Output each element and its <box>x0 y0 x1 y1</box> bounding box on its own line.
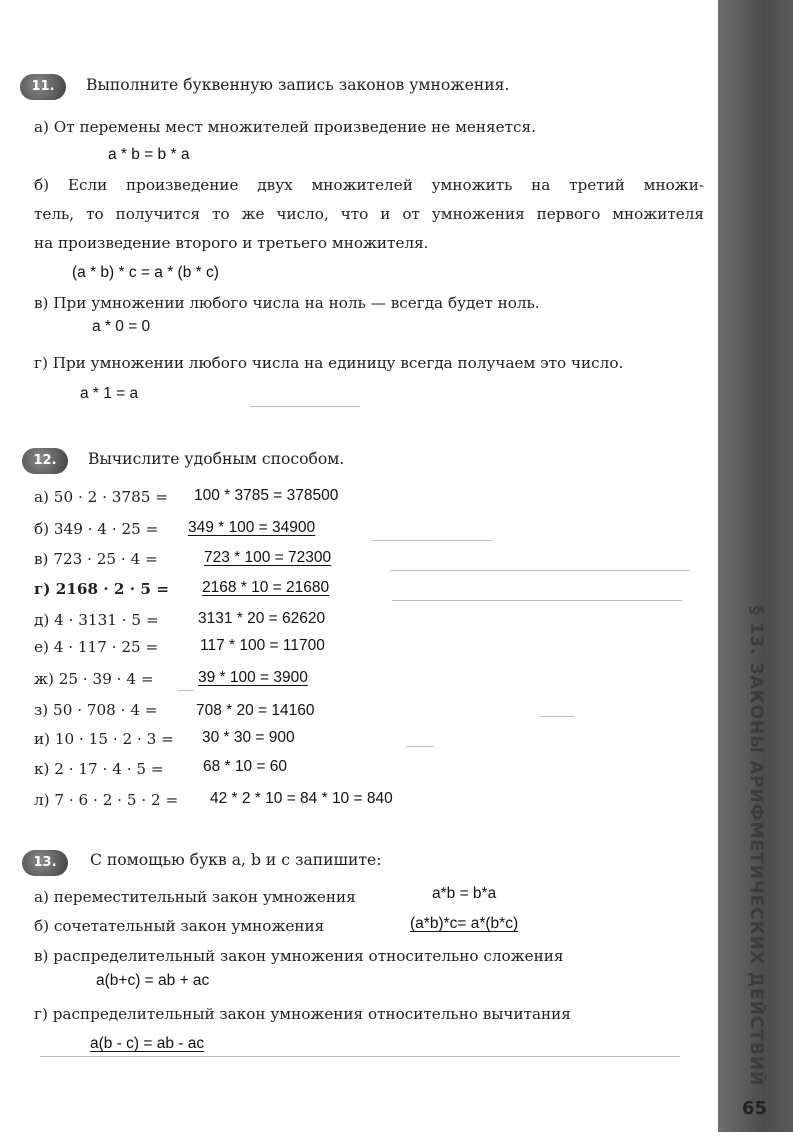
task-12-answer-d: 3131 * 20 = 62620 <box>198 610 326 627</box>
task-12-answer-e: 117 * 100 = 11700 <box>200 637 325 654</box>
answer-line <box>390 570 690 571</box>
task-13-b-answer: (a*b)*c= a*(b*c) <box>410 915 519 932</box>
task-11-b-line2: тель, то получится то же число, что и от умножения первого множителя <box>34 205 704 223</box>
task-12-badge: 12. <box>22 448 68 474</box>
task-12-answer-zh: 39 * 100 = 3900 <box>198 669 308 686</box>
task-13-badge: 13. <box>22 850 68 876</box>
task-11-v-answer: a * 0 = 0 <box>92 318 151 335</box>
bookmark-icon <box>718 30 793 622</box>
task-12-answer-a: 100 * 3785 = 378500 <box>194 487 339 504</box>
task-12-expr-z: з) 50 · 708 · 4 = <box>34 701 158 719</box>
task-13-a-text: а) переместительный закон умножения <box>34 888 356 906</box>
task-12-expr-v: в) 723 · 25 · 4 = <box>34 550 158 568</box>
chapter-title: § 13. ЗАКОНЫ АРИФМЕТИЧЕСКИХ ДЕЙСТВИЙ <box>746 606 766 1087</box>
task-12-answer-l: 42 * 2 * 10 = 84 * 10 = 840 <box>210 790 393 807</box>
task-13-g-text: г) распределительный закон умножения относительно вычитания <box>34 1005 571 1023</box>
task-11-b-answer: (a * b) * c = a * (b * c) <box>72 264 219 281</box>
task-11-a-answer: a * b = b * a <box>108 146 190 163</box>
task-13-g-answer: a(b - c) = ab - ac <box>90 1035 205 1052</box>
task-12-answer-i: 30 * 30 = 900 <box>202 729 295 746</box>
task-12-answer-z: 708 * 20 = 14160 <box>196 702 315 719</box>
answer-line <box>40 1056 680 1057</box>
task-11-b-line3: на произведение второго и третьего множителя. <box>34 234 429 252</box>
task-11-title: Выполните буквенную запись законов умножения. <box>86 76 510 94</box>
task-11-g-answer: a * 1 = a <box>80 385 139 402</box>
task-13-b-text: б) сочетательный закон умножения <box>34 917 325 935</box>
task-13-a-answer: a*b = b*a <box>432 885 497 902</box>
task-11-a-text: а) От перемены мест множителей произведение не меняется. <box>34 118 536 136</box>
task-12-expr-a: а) 50 · 2 · 3785 = <box>34 488 168 506</box>
task-12-answer-g: 2168 * 10 = 21680 <box>202 579 330 596</box>
answer-line <box>406 746 434 747</box>
task-12-expr-g: г) 2168 · 2 · 5 = <box>34 580 169 598</box>
task-11-g-text: г) При умножении любого числа на единицу всегда получаем это число. <box>34 354 624 372</box>
task-11-v-text: в) При умножении любого числа на ноль — всегда будет ноль. <box>34 294 540 312</box>
task-12-answer-v: 723 * 100 = 72300 <box>204 549 332 566</box>
task-12-expr-b: б) 349 · 4 · 25 = <box>34 520 159 538</box>
answer-line <box>392 600 682 601</box>
task-12-answer-k: 68 * 10 = 60 <box>203 758 288 775</box>
task-12-expr-k: к) 2 · 17 · 4 · 5 = <box>34 760 164 778</box>
task-12-expr-d: д) 4 · 3131 · 5 = <box>34 611 159 629</box>
task-12-expr-zh: ж) 25 · 39 · 4 = <box>34 670 154 688</box>
task-11-badge: 11. <box>20 74 66 100</box>
task-12-expr-e: е) 4 · 117 · 25 = <box>34 638 159 656</box>
task-13-title: С помощью букв a, b и c запишите: <box>90 851 382 869</box>
task-12-expr-l: л) 7 · 6 · 2 · 5 · 2 = <box>34 791 179 809</box>
task-12-answer-b: 349 * 100 = 34900 <box>188 519 316 536</box>
answer-line <box>250 406 360 407</box>
task-12-title: Вычислите удобным способом. <box>88 450 345 468</box>
answer-line <box>178 690 194 691</box>
page-number: 65 <box>742 1098 768 1119</box>
task-13-v-answer: a(b+c) = ab + ac <box>96 972 210 989</box>
task-11-b-line1: б) Если произведение двух множителей умножить на третий множи- <box>34 176 704 194</box>
answer-line <box>372 540 492 541</box>
task-12-expr-i: и) 10 · 15 · 2 · 3 = <box>34 730 174 748</box>
answer-line <box>540 716 574 717</box>
task-13-v-text: в) распределительный закон умножения относительно сложения <box>34 947 564 965</box>
